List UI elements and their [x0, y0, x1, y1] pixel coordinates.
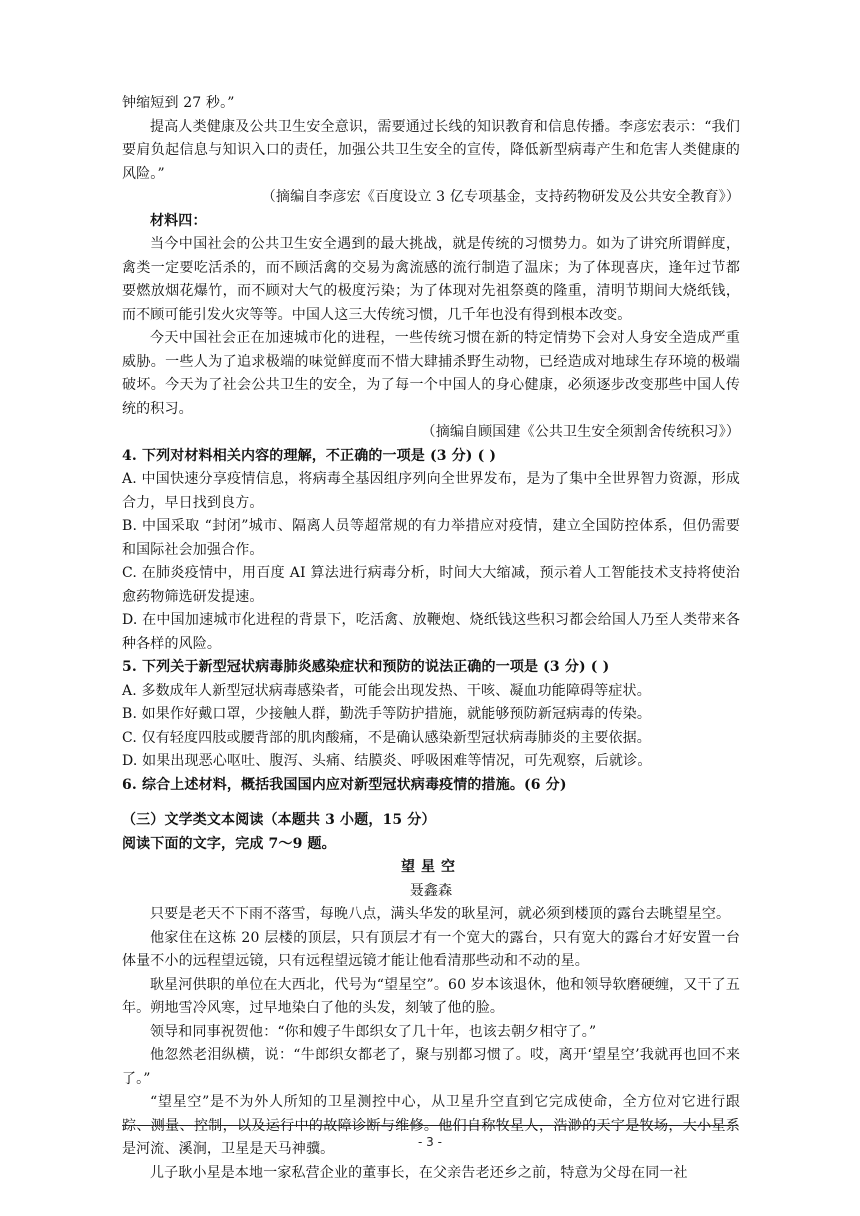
option-5a: A. 多数成年人新型冠状病毒感染者，可能会出现发热、干咳、凝血功能障碍等症状。 — [122, 682, 651, 699]
story-paragraph: 他忽然老泪纵横，说：“牛郎织女都老了，聚与别都习惯了。哎，离开‘望星空’我就再也回不来了。” — [122, 1047, 740, 1087]
option-4b: B. 中国采取 “封闭”城市、隔离人员等超常规的有力举措应对疫情，建立全国防控体系，但仍需要和国际社会加强合作。 — [122, 518, 740, 558]
footer-divider — [122, 1125, 738, 1126]
material-heading: 材料四： — [150, 212, 207, 229]
section-heading: （三）文学类文本阅读（本题共 3 小题，15 分） — [122, 812, 436, 828]
story-paragraph: 只要是老天不下雨不落雪，每晚八点，满头华发的耿星河，就必须到楼顶的露台去眺望星空。 — [150, 906, 731, 922]
story-paragraph: “望星空”是不为外人所知的卫星测控中心，从卫星升空直到它完成使命，全方位对它进行跟踪、测量、控制，以及运行中的故障诊断与维修。他们自称牧星人，浩渺的天宇是牧场，大小星系是河流、溪涧，卫星是天马神骥。 — [122, 1094, 740, 1157]
story-title: 望星空 — [401, 859, 461, 875]
story-paragraph: 儿子耿小星是本地一家私营企业的董事长，在父亲告老还乡之前，特意为父母在同一社 — [150, 1164, 688, 1181]
question-4: 4. 下列对材料相关内容的理解，不正确的一项是 (3 分) ( ) — [122, 447, 497, 464]
section-spacer — [122, 797, 740, 809]
citation: （摘编自顾国建《公共卫生安全须割舍传统积习》） — [421, 424, 740, 440]
story-paragraph: 他家住在这栋 20 层楼的顶层，只有顶层才有一个宽大的露台，只有宽大的露台才好安置一台体量不小的远程望远镜，只有远程望远镜才能让他看清那些动和不动的星。 — [122, 929, 740, 969]
option-4c: C. 在肺炎疫情中，用百度 AI 算法进行病毒分析，时间大大缩减，预示着人工智能技术支持将使治愈药物筛选研发提速。 — [122, 565, 740, 605]
option-4a: A. 中国快速分享疫情信息，将病毒全基因组序列向全世界发布，是为了集中全世界智力资源，形成合力，早日找到良方。 — [122, 471, 740, 511]
text-line: 钟缩短到 27 秒。” — [122, 95, 235, 111]
page-number: - 3 - — [418, 1135, 442, 1149]
story-paragraph: 耿星河供职的单位在大西北，代号为“望星空”。60 岁本该退休，他和领导软磨硬缠，又干了五年。朔地雪冷风寒，过早地染白了他的头发，刻皱了他的脸。 — [122, 976, 740, 1016]
option-5d: D. 如果出现恶心呕吐、腹泻、头痛、结膜炎、呼吸困难等情况，可先观察，后就诊。 — [122, 753, 652, 769]
paragraph: 提高人类健康及公共卫生安全意识，需要通过长线的知识教育和信息传播。李彦宏表示：“我们要肩负起信息与知识入口的责任，加强公共卫生安全的宣传，降低新型病毒产生和危害人类健康的风险。” — [122, 118, 740, 182]
paragraph: 今天中国社会正在加速城市化的进程，一些传统习惯在新的特定情势下会对人身安全造成严重威胁。一些人为了追求极端的味觉鲜度而不惜大肆捕杀野生动物，已经造成对地球生存环境的极端破坏。今天为了社会公共卫生的安全，为了每一个中国人的身心健康，必须逐步改变那些中国人传统的积习。 — [122, 330, 740, 417]
story-author: 聂鑫森 — [409, 882, 453, 899]
option-5c: C. 仅有轻度四肢或腰背部的肌肉酸痛，不是确认感染新型冠状病毒肺炎的主要依据。 — [122, 729, 651, 746]
question-6: 6. 综合上述材料，概括我国国内应对新型冠状病毒疫情的措施。(6 分) — [122, 776, 567, 793]
option-5b: B. 如果作好戴口罩，少接触人群，勤洗手等防护措施，就能够预防新冠病毒的传染。 — [122, 706, 652, 722]
option-4d: D. 在中国加速城市化进程的背景下，吃活禽、放鞭炮、烧纸钱这些积习都会给国人乃至人类带来各种各样的风险。 — [122, 612, 740, 652]
section-instruction: 阅读下面的文字，完成 7～9 题。 — [122, 835, 336, 852]
story-paragraph: 领导和同事祝贺他：“你和嫂子牛郎织女了几十年，也该去朝夕相守了。” — [150, 1023, 597, 1040]
document-page — [122, 92, 740, 1185]
question-5: 5. 下列关于新型冠状病毒肺炎感染症状和预防的说法正确的一项是 (3 分) ( ) — [122, 659, 610, 675]
paragraph: 当今中国社会的公共卫生安全遇到的最大挑战，就是传统的习惯势力。如为了讲究所谓鲜度，禽类一定要吃活杀的，而不顾活禽的交易为禽流感的流行制造了温床；为了体现喜庆，逢年过节都要燃放烟花爆竹，而不顾对大气的极度污染；为了体现对先祖祭奠的隆重，清明节期间大烧纸钱，而不顾可能引发火灾等等。中国人这三大传统习惯，几千年也没有得到根本改变。 — [122, 236, 740, 323]
citation: （摘编自李彦宏《百度设立 3 亿专项基金，支持药物研发及公共安全教育》） — [261, 189, 740, 205]
